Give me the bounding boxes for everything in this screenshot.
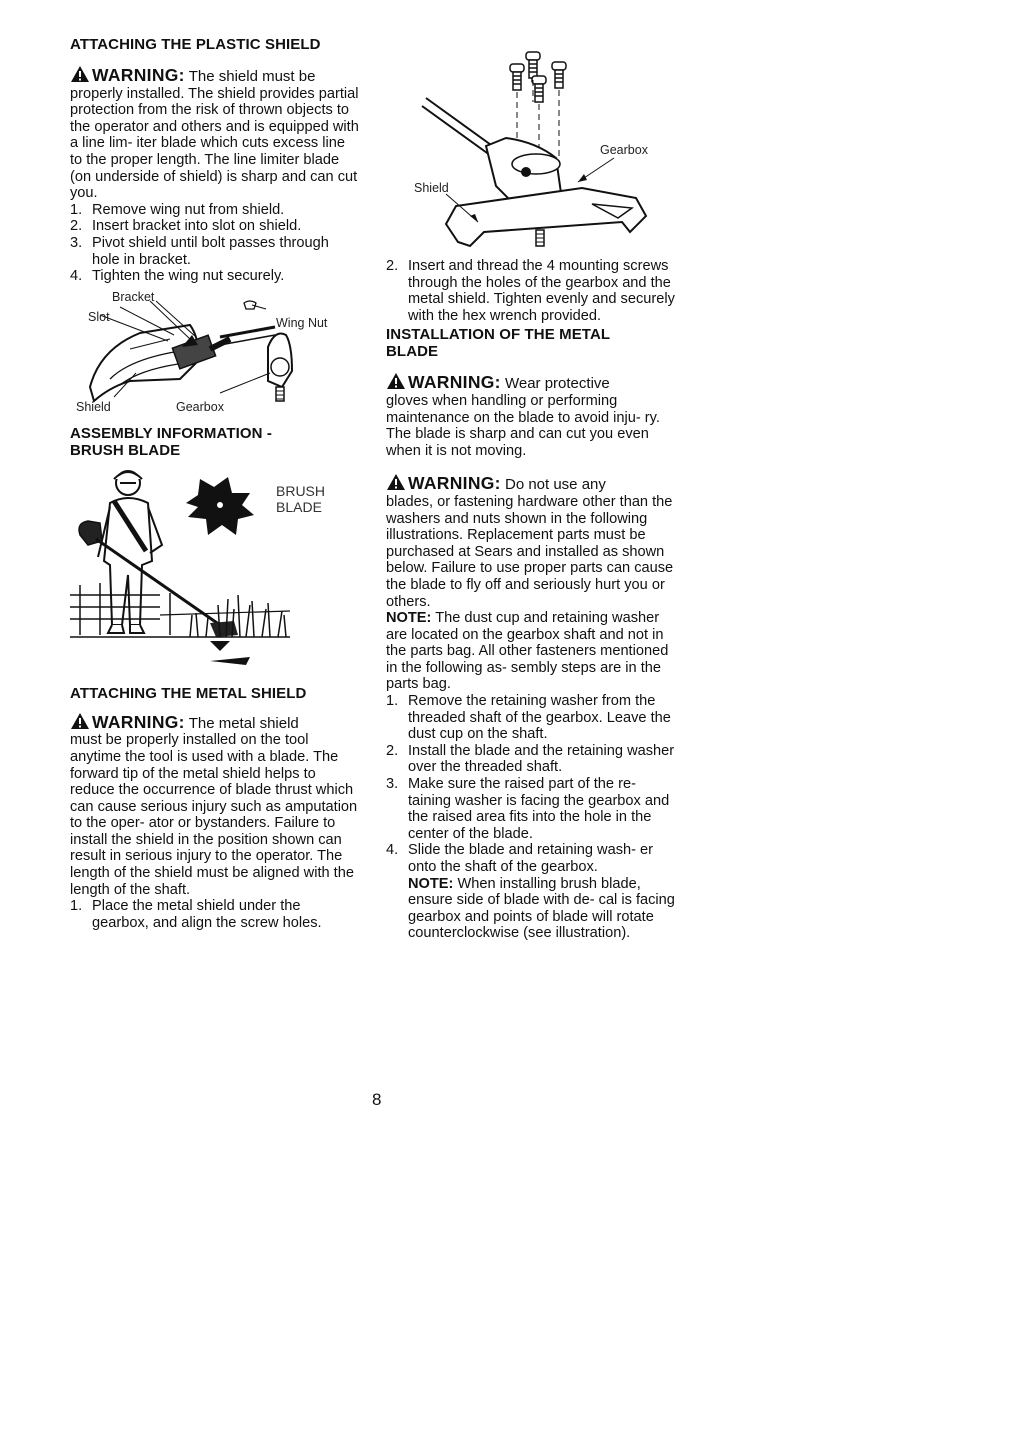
warning-text-first: Do not use any xyxy=(500,476,606,494)
metal-blade-warning-parts xyxy=(386,473,676,693)
warning-label: WARNING: xyxy=(92,711,185,732)
list-item: 2. Insert bracket into slot on shield. xyxy=(70,218,302,235)
brush-blade-heading: ASSEMBLY INFORMATION - BRUSH BLADE xyxy=(70,424,272,459)
metal-shield-illustration xyxy=(386,46,676,252)
list-item: 4. Slide the blade and retaining wash- er onto the shaft of the gearbox. NOTE: When installing brush blade, ensure side of blade with de- cal is facing gearbox and points of blade will rotate counterclockwise (see illustration). xyxy=(386,842,675,942)
list-item: 1. Place the metal shield under the gearbox, and align the screw holes. xyxy=(70,898,322,931)
figure-label-blade: BLADE xyxy=(276,498,322,515)
figure-label-bracket: Bracket xyxy=(112,289,155,304)
warning-label: WARNING: xyxy=(408,473,501,494)
metal-shield-heading: ATTACHING THE METAL SHIELD xyxy=(70,684,307,702)
figure-label-gearbox: Gearbox xyxy=(176,399,224,414)
plastic-shield-warning xyxy=(70,65,360,202)
page-number: 8 xyxy=(372,1090,382,1109)
left-column xyxy=(70,36,360,931)
metal-shield-steps-cont xyxy=(386,258,676,324)
figure-label-shield: Shield xyxy=(414,181,449,195)
plastic-shield-illustration xyxy=(70,289,360,419)
brush-blade-illustration xyxy=(70,465,360,665)
list-item: 3. Pivot shield until bolt passes through hole in bracket. xyxy=(70,234,329,268)
warning-text: properly installed. The shield provides partial protection from the risk of thrown objects to the operator and others and is equipped with a line lim- iter blade which cuts excess line to the proper length. The line limiter blade (on underside of shield) is sharp and can cut you. xyxy=(70,85,359,202)
warning-triangle-icon xyxy=(386,473,406,491)
warning-text: blades, or fastening hardware other than the washers and nuts shown in the following illustrations. Replacement parts must be purchased at Sears and installed as shown below. Failure to use proper parts can cause the blade to fly off and seriously hurt you or others. xyxy=(386,493,674,610)
plastic-shield-heading: ATTACHING THE PLASTIC SHIELD xyxy=(70,36,321,53)
metal-blade-steps xyxy=(386,693,676,942)
warning-triangle-icon xyxy=(70,65,90,83)
metal-shield-steps xyxy=(70,898,360,931)
note-label: NOTE: xyxy=(386,610,432,627)
warning-text-first: Wear protective xyxy=(500,375,610,393)
list-item: 2. Insert and thread the 4 mounting screws through the holes of the gearbox and the metal shield. Tighten evenly and securely with the hex wrench provided. xyxy=(386,258,675,324)
figure-label-shield: Shield xyxy=(76,399,111,414)
list-item: 2. Install the blade and the retaining washer over the threaded shaft. xyxy=(386,742,675,776)
list-item: 1. Remove the retaining washer from the threaded shaft of the gearbox. Leave the dust cup on the shaft. xyxy=(386,693,671,743)
warning-text-first: The shield must be xyxy=(184,68,316,85)
metal-shield-warning xyxy=(70,712,360,899)
figure-label-wing-nut: Wing Nut xyxy=(276,315,328,330)
plastic-shield-steps xyxy=(70,202,360,285)
warning-triangle-icon xyxy=(70,712,90,730)
figure-label-gearbox: Gearbox xyxy=(600,143,648,157)
metal-blade-warning-gloves xyxy=(386,372,676,459)
list-item: 1. Remove wing nut from shield. xyxy=(70,201,285,218)
list-item: 3. Make sure the raised part of the re- taining washer is facing the gearbox and the raised area fits into the hole in the center of the blade. xyxy=(386,776,670,842)
warning-triangle-icon xyxy=(386,372,406,390)
warning-label: WARNING: xyxy=(92,65,185,85)
warning-text: gloves when handling or performing maintenance on the blade to avoid inju- ry. The blade is sharp and can cut you even when it is not moving. xyxy=(386,392,660,459)
warning-label: WARNING: xyxy=(408,372,501,393)
note-label: NOTE: xyxy=(408,875,454,892)
figure-label-slot: Slot xyxy=(88,309,110,324)
warning-text: must be properly installed on the tool anytime the tool is used with a blade. The forward tip of the metal shield helps to reduce the occurrence of blade thrust which can cause serious injury such as amputation to the oper- ator or bystanders. Failure to install the shield in the position shown can result in serious injury to the operator. The length of the shield must be aligned with the length of the shaft. xyxy=(70,732,358,898)
metal-blade-heading: INSTALLATION OF THE METAL BLADE xyxy=(386,326,611,361)
note-text: The dust cup and retaining washer are located on the gearbox shaft and not in the parts bag. All other fasteners mentioned in the following as- sembly steps are in the parts bag. xyxy=(386,610,669,693)
list-item: 4. Tighten the wing nut securely. xyxy=(70,268,285,285)
figure-label-brush: BRUSH xyxy=(276,482,326,499)
right-column xyxy=(386,36,676,942)
warning-text-first: The metal shield xyxy=(184,714,299,732)
note-text: When installing brush blade, ensure side of blade with de- cal is facing gearbox and points of blade will rotate counterclockwise (see illustration). xyxy=(408,875,675,942)
